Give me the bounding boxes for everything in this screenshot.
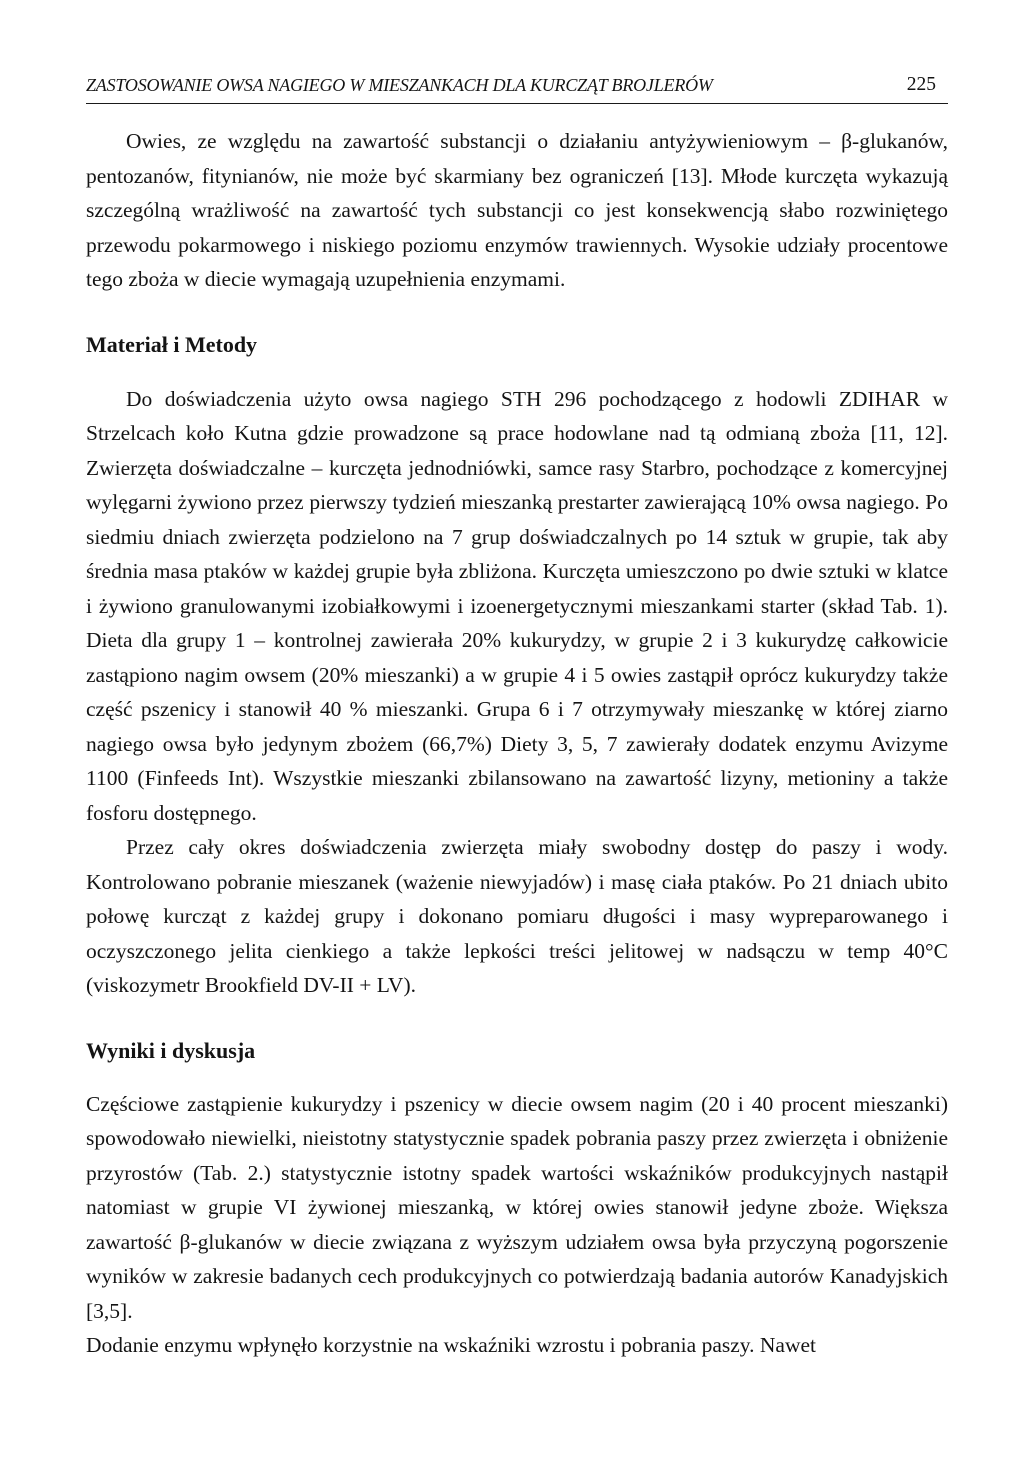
results-paragraph-1: Częściowe zastąpienie kukurydzy i pszenicy w diecie owsem nagim (20 i 40 procent mieszanki) spowodowało niewielki, nieistotny statystycznie spadek pobrania paszy przez zwierzęta i obniżenie przyrostów (Tab. 2.) statystycznie istotny spadek wartości wskaźników produkcyjnych nastąpił natomiast w grupie VI żywionej mieszanką, w której owies stanowił jedyne zboże. Większa zawartość β-glukanów w diecie związana z wyższym udziałem owsa była przyczyną pogorszenie wyników w zakresie badanych cech produkcyjnych co potwierdzają badania autorów Kanadyjskich [3,5].: [86, 1091, 948, 1323]
article-body: [86, 124, 948, 1363]
intro-paragraph: Owies, ze względu na zawartość substancji o działaniu antyżywieniowym – β-glukanów, pentozanów, fitynianów, nie może być skarmiany bez ograniczeń [13]. Młode kurczęta wykazują szczególną wrażliwość na zawartość tych substancji co jest konsekwencją słabo rozwiniętego przewodu pokarmowego i niskiego poziomu enzymów trawiennych. Wysokie udziały procentowe tego zboża w diecie wymagają uzupełnienia enzymami.: [86, 129, 948, 291]
results-paragraph-2: Dodanie enzymu wpłynęło korzystnie na wskaźniki wzrostu i pobrania paszy. Nawet: [86, 1333, 816, 1357]
running-title: ZASTOSOWANIE OWSA NAGIEGO W MIESZANKACH DLA KURCZĄT BROJLERÓW: [86, 75, 713, 95]
running-header: [86, 73, 948, 104]
section-heading-results: Wyniki i dyskusja: [86, 1037, 256, 1063]
section-heading-methods: Materiał i Metody: [86, 331, 258, 357]
methods-paragraph-2: Przez cały okres doświadczenia zwierzęta miały swobodny dostęp do paszy i wody. Kontrolowano pobranie mieszanek (ważenie niewyjadów) i masę ciała ptaków. Po 21 dniach ubito połowę kurcząt z każdej grupy i dokonano pomiaru długości i masy wypreparowanego i oczyszczonego jelita cienkiego a także lepkości treści jelitowej w nadsączu w temp 40°C (viskozymetr Brookfield DV-II + LV).: [86, 835, 948, 997]
page-number: 225: [906, 74, 936, 95]
document-page: [86, 0, 948, 1464]
methods-paragraph-1: Do doświadczenia użyto owsa nagiego STH 296 pochodzącego z hodowli ZDIHAR w Strzelcach koło Kutna gdzie prowadzone są prace hodowlane nad tą odmianą zboża [11, 12]. Zwierzęta doświadczalne – kurczęta jednodniówki, samce rasy Starbro, pochodzące z komercyjnej wylęgarni żywiono przez pierwszy tydzień mieszanką prestarter zawierającą 10% owsa nagiego. Po siedmiu dniach zwierzęta podzielono na 7 grup doświadczalnych po 14 sztuk w grupie, tak aby średnia masa ptaków w każdej grupie była zbliżona. Kurczęta umieszczono po dwie sztuki w klatce i żywiono granulowanymi izobiałkowymi i izoenergetycznymi mieszankami starter (skład Tab. 1). Dieta dla grupy 1 – kontrolnej zawierała 20% kukurydzy, w grupie 2 i 3 kukurydzę całkowicie zastąpiono nagim owsem (20% mieszanki) a w grupie 4 i 5 owies zastąpił oprócz kukurydzy także część pszenicy i stanowił 40 % mieszanki. Grupa 6 i 7 otrzymywały mieszankę w której ziarno nagiego owsa było jedynym zbożem (66,7%) Diety 3, 5, 7 zawierały dodatek enzymu Avizyme 1100 (Finfeeds Int). Wszystkie mieszanki zbilansowano na zawartość lizyny, metioniny a także fosforu dostępnego.: [86, 386, 948, 825]
